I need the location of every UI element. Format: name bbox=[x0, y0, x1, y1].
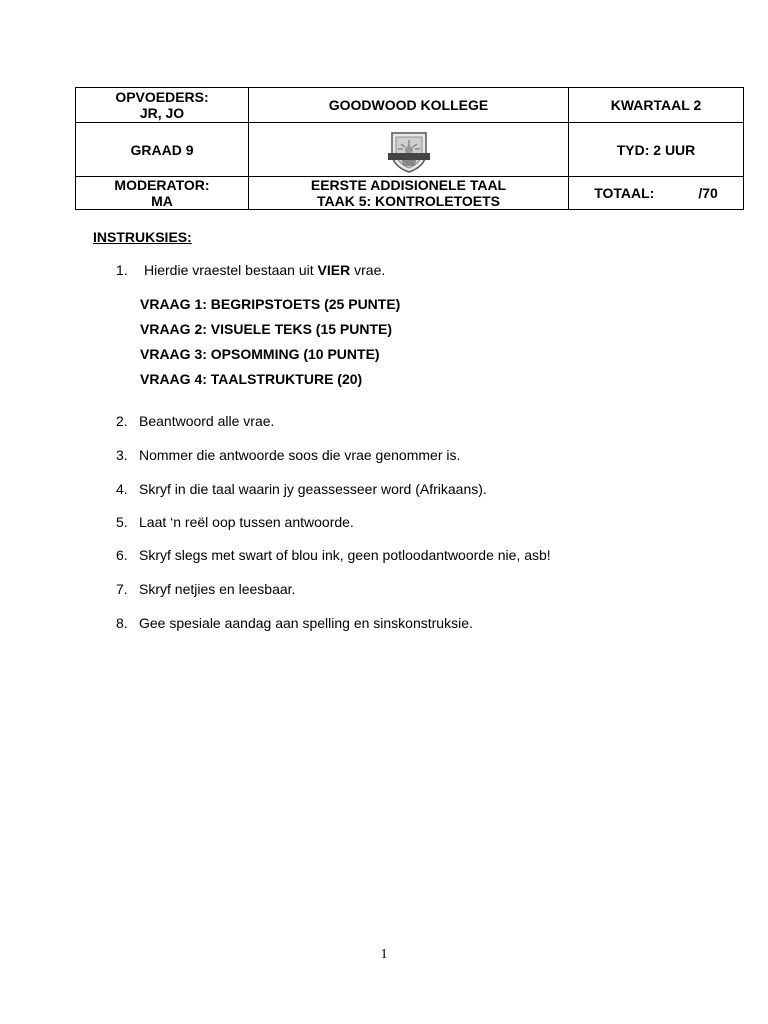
instruction-text: Skryf in die taal waarin jy geassesseer word (Afrikaans). bbox=[139, 481, 487, 497]
instruction-text bbox=[144, 262, 385, 279]
instruction-text: Nommer die antwoorde soos die vrae genommer is. bbox=[139, 447, 461, 463]
question-line: VRAAG 1: BEGRIPSTOETS (25 PUNTE) bbox=[140, 296, 401, 312]
opvoeders-cell bbox=[76, 88, 249, 123]
moderator-label: MODERATOR: bbox=[114, 177, 210, 193]
totaal-label: TOTAAL: bbox=[594, 185, 655, 201]
header-table bbox=[75, 87, 744, 210]
instruction-text: Beantwoord alle vrae. bbox=[139, 413, 275, 429]
opvoeders-value: JR, JO bbox=[139, 105, 185, 121]
instructions-title: INSTRUKSIES: bbox=[93, 229, 192, 245]
subject-line1: EERSTE ADDISIONELE TAAL bbox=[310, 177, 507, 193]
instruction-text: Laat ‘n reël oop tussen antwoorde. bbox=[139, 514, 354, 530]
kwartaal: KWARTAAL 2 bbox=[569, 88, 744, 123]
moderator-cell bbox=[76, 177, 249, 210]
question-line: VRAAG 4: TAALSTRUKTURE (20) bbox=[140, 371, 363, 387]
instruction-text: Gee spesiale aandag aan spelling en sinskonstruksie. bbox=[139, 615, 473, 631]
page-number: 1 bbox=[380, 947, 388, 962]
totaal-cell bbox=[569, 177, 744, 210]
school-name: GOODWOOD KOLLEGE bbox=[249, 88, 569, 123]
tyd: TYD: 2 UUR bbox=[569, 123, 744, 177]
school-crest-icon bbox=[384, 127, 434, 173]
instruction-text-after: vrae. bbox=[350, 262, 386, 278]
instruction-number: 8. bbox=[116, 615, 128, 631]
question-line: VRAAG 2: VISUELE TEKS (15 PUNTE) bbox=[140, 321, 393, 337]
subject-cell bbox=[249, 177, 569, 210]
instruction-number: 4. bbox=[116, 481, 128, 497]
instruction-text: Skryf netjies en leesbaar. bbox=[139, 581, 296, 597]
graad: GRAAD 9 bbox=[76, 123, 249, 177]
instruction-text-before: Hierdie vraestel bestaan uit bbox=[144, 262, 318, 278]
totaal-value: /70 bbox=[698, 185, 718, 201]
crest-cell bbox=[249, 123, 569, 177]
instruction-number: 5. bbox=[116, 514, 128, 530]
subject-line2: TAAK 5: KONTROLETOETS bbox=[316, 193, 501, 209]
instruction-number: 2. bbox=[116, 413, 128, 429]
question-line: VRAAG 3: OPSOMMING (10 PUNTE) bbox=[140, 346, 380, 362]
instruction-text-bold: VIER bbox=[317, 262, 351, 278]
instruction-number: 3. bbox=[116, 447, 128, 463]
instruction-text: Skryf slegs met swart of blou ink, geen potloodantwoorde nie, asb! bbox=[139, 547, 551, 563]
opvoeders-label: OPVOEDERS: bbox=[115, 89, 209, 105]
instruction-number: 6. bbox=[116, 547, 128, 563]
instruction-number: 1. bbox=[116, 262, 128, 278]
instruction-number: 7. bbox=[116, 581, 128, 597]
moderator-value: MA bbox=[151, 193, 173, 209]
